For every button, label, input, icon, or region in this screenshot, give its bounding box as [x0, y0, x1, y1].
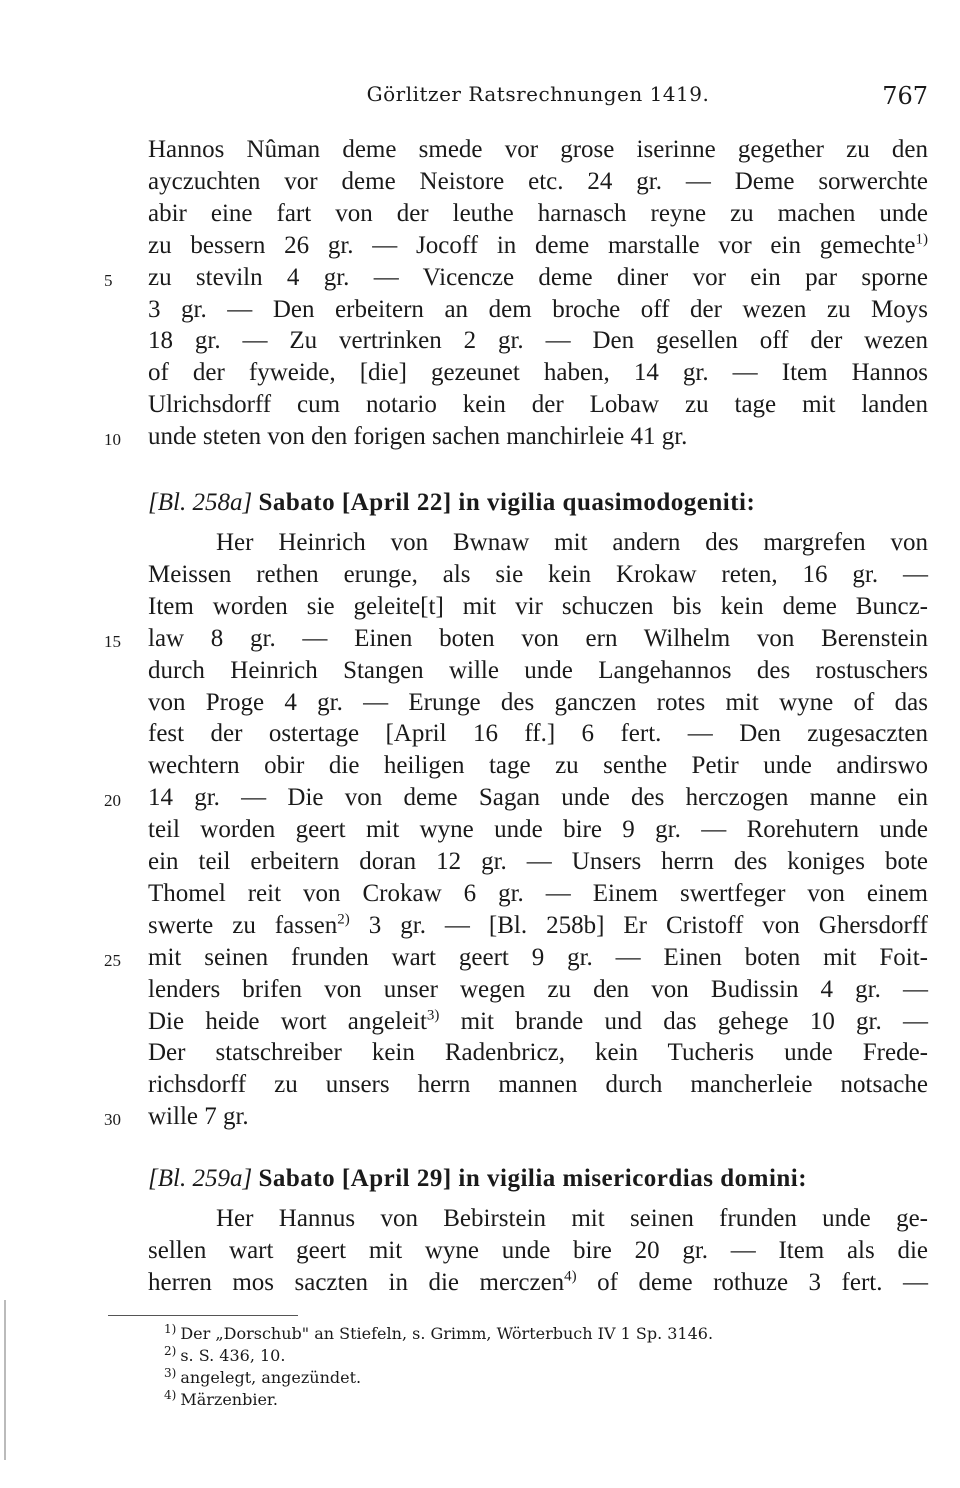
line-text: 14 gr. — Die von deme Sagan unde des herczogen manne ein: [148, 784, 928, 812]
text-line: [148, 1235, 928, 1267]
footnote-text: Märzenbier.: [180, 1390, 278, 1409]
footnote-rule: [108, 1315, 298, 1316]
section-heading: [148, 1162, 928, 1196]
text-line: [148, 655, 928, 687]
footnote: [164, 1344, 285, 1368]
line-text: Meissen rethen erunge, als sie kein Krokaw reten, 16 gr. —: [148, 560, 928, 588]
footnote-text: Der „Dorschub" an Stiefeln, s. Grimm, Wörterbuch IV 1 Sp. 3146.: [180, 1324, 714, 1343]
line-text: unde steten von den forigen sachen manchirleie 41 gr.: [148, 423, 688, 451]
text-line: [148, 527, 928, 559]
page-number: 767: [882, 82, 928, 110]
text-line: [148, 230, 928, 262]
line-text: herren mos saczten in die merczen: [148, 1268, 565, 1296]
line-text: von Proge 4 gr. — Erunge des ganczen rotes mit wyne of das: [148, 688, 928, 716]
text-line: [148, 325, 928, 357]
line-text: mit seinen frunden wart geert 9 gr. — Einen boten mit Foit-: [148, 943, 928, 971]
text-line: [148, 687, 928, 719]
text-line: [148, 134, 928, 166]
text-line: [148, 389, 928, 421]
text-line: [148, 750, 928, 782]
line-text: wechtern obir die heiligen tage zu senthe Petir unde andirswo: [148, 752, 928, 780]
text-line: [148, 942, 928, 974]
line-text: law 8 gr. — Einen boten von ern Wilhelm von Berenstein: [148, 624, 928, 652]
folio-reference: [Bl. 258a]: [148, 489, 253, 516]
line-text: Ulrichsdorff cum notario kein der Lobaw zu tage mit landen: [148, 391, 928, 419]
line-text: Her Heinrich von Bwnaw mit andern des margrefen von: [216, 529, 928, 556]
text-line: [148, 782, 928, 814]
line-number: 10: [104, 430, 121, 450]
text-line: [148, 262, 928, 294]
line-text: Item worden sie geleite[t] mit vir schuczen bis kein deme Buncz-: [148, 592, 928, 620]
text-line: [148, 814, 928, 846]
footnote: [164, 1366, 361, 1390]
text-line: [148, 878, 928, 910]
line-text: Hannos Nûman deme smede vor grose iserinne gegether zu den: [148, 136, 928, 163]
text-line: [148, 718, 928, 750]
scan-edge-mark: [4, 1300, 6, 1460]
footnote-text: angelegt, angezündet.: [180, 1368, 362, 1387]
footnote-ref: 4): [564, 1268, 577, 1285]
line-text: fest der ostertage [April 16 ff.] 6 fert. — Den zugesaczten: [148, 720, 928, 748]
text-line: [148, 846, 928, 878]
line-text: durch Heinrich Stangen wille unde Langehannos des rostuschers: [148, 656, 928, 684]
footnote: [164, 1322, 713, 1346]
line-text: zu steviln 4 gr. — Vicencze deme diner vor ein par sporne: [148, 263, 928, 291]
footnote-ref: 2): [337, 911, 350, 928]
line-text: abir eine fart von der leuthe harnasch reyne zu machen unde: [148, 199, 928, 227]
footnote-mark: 2): [164, 1343, 177, 1358]
line-text: Her Hannus von Bebirstein mit seinen frunden unde ge-: [216, 1205, 928, 1232]
line-text: teil worden geert mit wyne unde bire 9 gr. — Rorehutern unde: [148, 816, 928, 844]
footnote-mark: 4): [164, 1387, 177, 1402]
line-text: of der fyweide, [die] gezeunet haben, 14 gr. — Item Hannos: [148, 359, 928, 387]
line-text: wille 7 gr.: [148, 1103, 249, 1131]
line-text: Der statschreiber kein Radenbricz, kein Tucheris unde Frede-: [148, 1039, 928, 1067]
line-text: ayczuchten vor deme Neistore etc. 24 gr. — Deme sorwerchte: [148, 167, 928, 195]
line-text: ein teil erbeitern doran 12 gr. — Unsers herrn des koniges bote: [148, 848, 928, 875]
text-line: [148, 421, 928, 453]
line-text: swerte zu fassen: [148, 911, 338, 939]
text-line: [148, 591, 928, 623]
line-text: 3 gr. — Den erbeitern an dem broche off der wezen zu Moys: [148, 295, 928, 323]
line-number: 15: [104, 631, 121, 651]
footnote-ref: 3): [426, 1007, 440, 1024]
section-heading: [148, 486, 928, 520]
text-line: [148, 294, 928, 326]
footnote-mark: 1): [164, 1321, 177, 1336]
text-line: [148, 974, 928, 1006]
folio-reference: [Bl. 259a]: [148, 1165, 253, 1192]
page-header: [148, 82, 928, 116]
section-rubric: Sabato [April 22] in vigilia quasimodogeniti:: [258, 489, 756, 516]
line-text: Thomel reit von Crokaw 6 gr. — Einem swertfeger von einem: [148, 879, 928, 907]
line-text-rest: 3 gr. — [Bl. 258b] Er Cristoff von Ghersdorff: [349, 911, 928, 939]
line-number: 25: [104, 950, 121, 970]
running-title: Görlitzer Ratsrechnungen 1419.: [366, 82, 710, 106]
line-text: sellen wart geert mit wyne unde bire 20 gr. — Item als die: [148, 1236, 928, 1264]
line-text: 18 gr. — Zu vertrinken 2 gr. — Den gesellen off der wezen: [148, 327, 928, 355]
text-line: [148, 1101, 928, 1133]
line-number: 20: [104, 791, 121, 811]
text-line: [148, 357, 928, 389]
section-rubric: Sabato [April 29] in vigilia misericordias domini:: [258, 1165, 808, 1192]
text-line: [148, 559, 928, 591]
line-number: 30: [104, 1110, 121, 1130]
text-line: [148, 1069, 928, 1101]
footnote-text: s. S. 436, 10.: [180, 1346, 286, 1365]
text-line: [148, 623, 928, 655]
text-line: [148, 166, 928, 198]
line-text: Die heide wort angeleit: [148, 1007, 427, 1035]
text-line: [148, 198, 928, 230]
line-text: lenders brifen von unser wegen zu den von Budissin 4 gr. —: [148, 975, 928, 1003]
text-line: [148, 1006, 928, 1038]
line-text: zu bessern 26 gr. — Jocoff in deme marstalle vor ein gemechte: [148, 231, 916, 259]
text-line: [148, 1203, 928, 1235]
line-text-rest: of deme rothuze 3 fert. —: [576, 1268, 928, 1296]
text-line: [148, 1267, 928, 1299]
line-number: 5: [104, 270, 113, 290]
footnote: [164, 1388, 278, 1412]
text-line: [148, 910, 928, 942]
footnote-ref: 1): [915, 231, 928, 248]
footnote-mark: 3): [164, 1365, 177, 1380]
line-text: richsdorff zu unsers herrn mannen durch mancherleie notsache: [148, 1071, 928, 1099]
line-text-rest: mit brande und das gehege 10 gr. —: [439, 1007, 928, 1035]
text-line: [148, 1037, 928, 1069]
